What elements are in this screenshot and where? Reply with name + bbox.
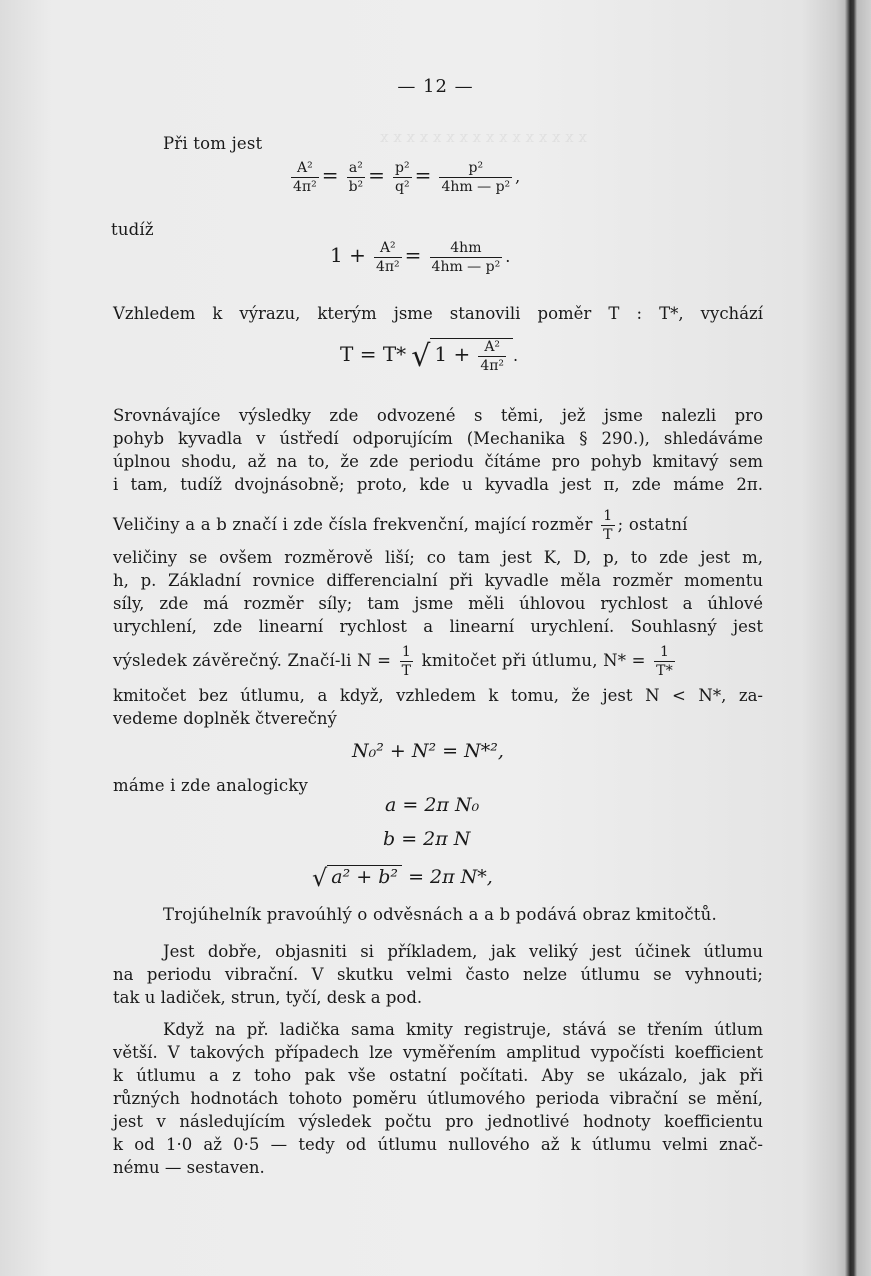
bleed-through: x x x x x x x x x x x x x x x x [380,128,587,146]
paragraph-trojuhelnik: Trojúhelník pravoúhlý o odvěsnách a a b podává obraz kmitočtů. [163,905,717,924]
equation-6: b = 2π N [383,828,471,850]
equation-7: √ a² + b² = 2π N*, [312,864,493,892]
equation-5: a = 2π N₀ [385,794,480,816]
paragraph-srovnavajice: Srovnávajíce výsledky zde odvozené s těmi, jež jsme nalezli pro pohyb kyvadla v ústředí odporujícím (Mechanika § 290.), shledáváme úplnou shodu, až na to, že zde periodu čítáme pro pohyb kmitavý sem i tam, tudíž dvojnásobně; proto, kde u kyvadla jest π, zde máme 2π. [113,406,763,494]
paragraph-veliciny-rest: veličiny se ovšem rozměrově liší; co tam jest K, D, p, to zde jest m, h, p. Základní rovnice differencialní při kyvadle měla rozměr momentu síly, zde má rozměr síly; tam jsme měli úhlovou rychlost a úhlové urychlení, zde linearní rychlost a linearní urychlení. Souhlasný jest [113,548,763,636]
equation-4: N₀² + N² = N*², [352,740,504,762]
equation-3: T = T* √ 1 + $\frac{\text{A²}}{\text{4π²}}$ . [340,339,519,374]
equation-1: $\frac{\text{A²}}{\text{4π²}}$ = $\frac{\text{a²}}{\text{b²}}$ = $\frac{\text{p²}}{\text{q²}}$ = $\frac{\text{p²}}{\text{4hm — p²}}$ , [293,160,521,195]
page-number: — 12 — [397,76,474,97]
paragraph-kmitocet: kmitočet bez útlumu, a když, vzhledem k tomu, že jest N < N*, za- vedeme doplněk čtverečný [113,686,763,728]
equation-2: 1 + $\frac{\text{A²}}{\text{4π²}}$ = $\frac{4hm}{\text{4hm — p²}}$ . [330,240,511,275]
paragraph-vzhledem: Vzhledem k výrazu, kterým jsme stanovili poměr T : T*, vychází [113,304,763,323]
label-pri-tom-jest: Při tom jest [163,134,263,153]
paragraph-kdyz: Když na př. ladička sama kmity registruje, stává se třením útlum větší. V takových případech lze vyměřením amplitud vypočísti koefficient k útlumu a z toho pak vše ostatní počítati. Aby se ukázalo, jak při různých hodnotách tohoto poměru útlumového perioda vibrační se mění, jest v následujícím výsledek počtu pro jednotlivé hodnoty koefficientu k od 1·0 až 0·5 — tedy od útlumu nullového až k útlumu velmi znač- nému — sestaven. [113,1020,763,1177]
paragraph-jest-dobre: Jest dobře, objasniti si příkladem, jak veliký jest účinek útlumu na periodu vibrační. V skutku velmi často nelze útlumu se vyhnouti; tak u ladiček, strun, tyčí, desk a pod. [113,942,763,1007]
label-mame-i-zde: máme i zde analogicky [113,776,309,795]
label-tudiz: tudíž [111,220,154,239]
paragraph-vysledek: výsledek závěrečný. Značí-li N = $\frac{1}{T}$ kmitočet při útlumu, N* = $\frac{1}{T*}$ [113,644,673,679]
paragraph-veliciny-line-1: Veličiny a a b značí i zde čísla frekvenční, mající rozměr $\frac{1}{T}$ ; ostatní [113,508,688,543]
